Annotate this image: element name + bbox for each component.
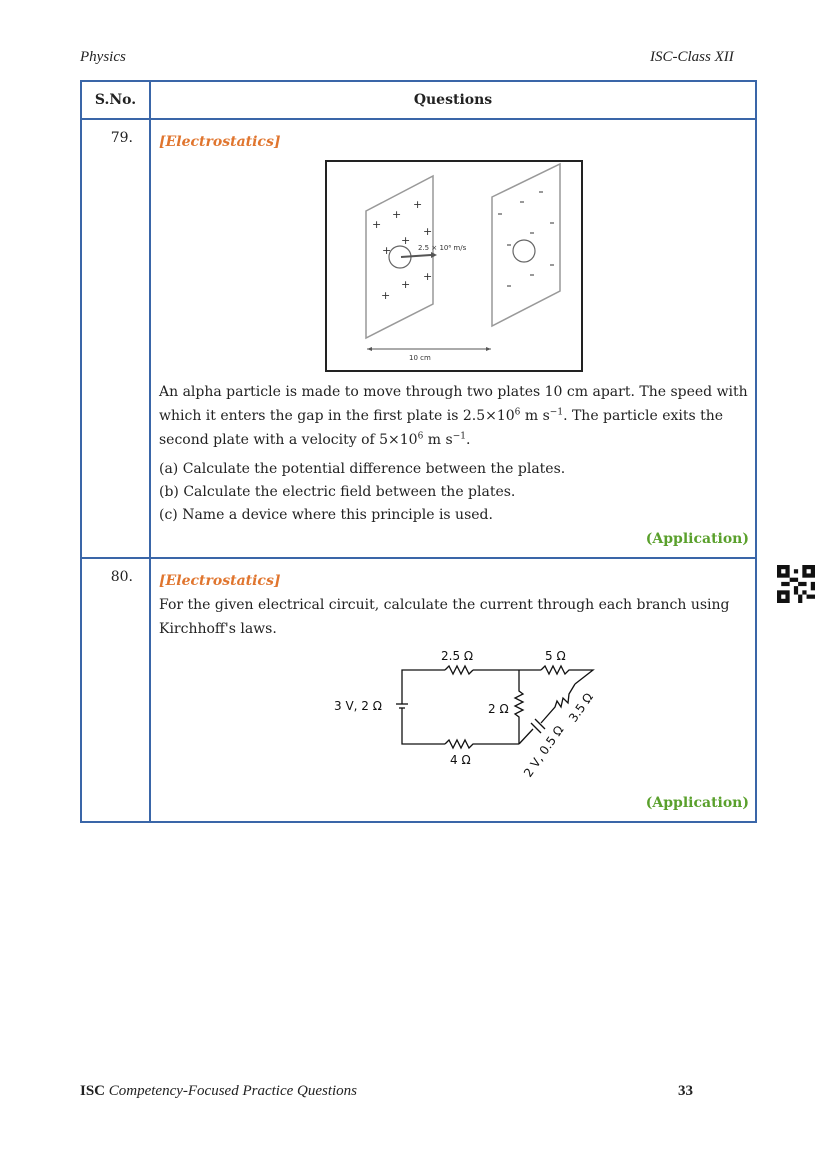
svg-text:+: + <box>372 218 382 231</box>
col-sno-header: S.No. <box>81 81 150 119</box>
resistor-label: 3.5 Ω <box>565 690 596 725</box>
col-questions-header: Questions <box>150 81 756 119</box>
question-part: (a) Calculate the potential difference between the plates. <box>159 461 566 477</box>
question-topic: [Electrostatics] <box>159 573 281 589</box>
header-class: ISC-Class XII <box>650 49 734 65</box>
question-level: (Application) <box>645 795 749 811</box>
svg-text:+: + <box>423 270 433 283</box>
question-number: 80. <box>81 558 150 822</box>
qr-code-icon <box>777 564 815 604</box>
question-number: 79. <box>81 119 150 558</box>
question-part: (c) Name a device where this principle is used. <box>159 507 493 523</box>
velocity-label: 2.5 × 10⁶ m/s <box>418 244 467 252</box>
svg-text:+: + <box>381 289 391 302</box>
plates-figure <box>325 160 583 372</box>
distance-label: 10 cm <box>409 354 431 362</box>
svg-text:+: + <box>401 278 411 291</box>
question-part: (b) Calculate the electric field between the plates. <box>159 484 516 500</box>
table-row <box>81 558 756 822</box>
resistor-label: 2 Ω <box>488 702 509 716</box>
footer-title: ISC Competency-Focused Practice Questions <box>80 1083 358 1099</box>
svg-text:+: + <box>382 244 392 257</box>
resistor-label: 2.5 Ω <box>441 649 474 663</box>
page-number: 33 <box>678 1083 693 1099</box>
resistor-label: 4 Ω <box>450 753 471 767</box>
table-row <box>81 119 756 558</box>
battery-label: 3 V, 2 Ω <box>334 699 382 713</box>
questions-table <box>80 80 757 823</box>
header-subject: Physics <box>80 49 126 65</box>
svg-text:+: + <box>392 208 402 221</box>
svg-text:+: + <box>413 198 423 211</box>
question-text: An alpha particle is made to move through two plates 10 cm apart. The speed with which it enters the gap in the first plate is $2.5\times 10^6$ m $s^{-1}$. The particle exits the second plate with a velocity of $5\times 10^6$ m $s^{-1}$. <box>159 384 748 448</box>
question-text: For the given electrical circuit, calculate the current through each branch using Kirchhoff's laws. <box>159 597 730 637</box>
battery-label: 2 V, 0.5 Ω <box>520 723 567 780</box>
question-level: (Application) <box>645 531 749 547</box>
circuit-diagram <box>319 641 609 781</box>
svg-text:+: + <box>401 234 411 247</box>
question-topic: [Electrostatics] <box>159 134 281 150</box>
resistor-label: 5 Ω <box>545 649 566 663</box>
svg-text:+: + <box>423 225 433 238</box>
